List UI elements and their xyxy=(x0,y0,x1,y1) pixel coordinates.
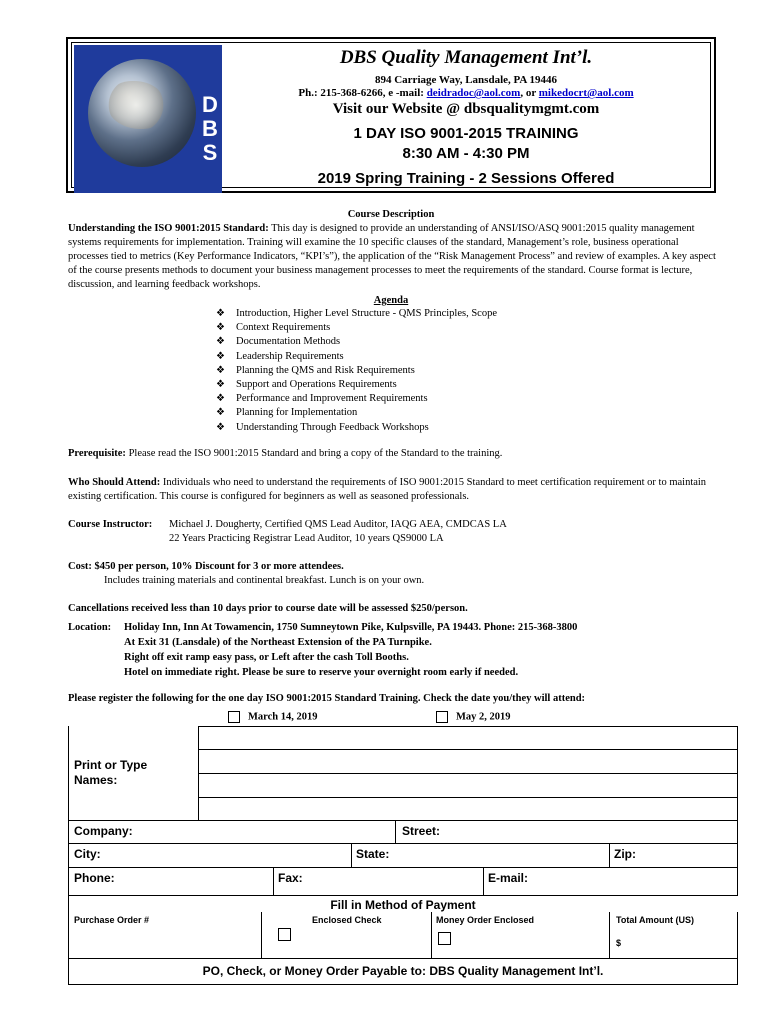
email-field[interactable] xyxy=(484,868,738,896)
name-input-4[interactable] xyxy=(199,798,738,821)
registration-form xyxy=(68,726,738,985)
purchase-order-field[interactable] xyxy=(68,912,262,958)
company-field[interactable] xyxy=(68,821,396,844)
agenda-item-text: Leadership Requirements xyxy=(236,350,344,362)
date-options xyxy=(228,711,708,727)
state-label: State: xyxy=(356,847,390,861)
agenda-item xyxy=(216,321,497,335)
diamond-bullet-icon: ❖ xyxy=(216,350,225,362)
agenda-item xyxy=(216,406,497,420)
agenda-item xyxy=(216,364,497,378)
agenda-item xyxy=(216,350,497,364)
date-label: March 14, 2019 xyxy=(248,711,318,723)
money-order-cell xyxy=(432,912,610,958)
diamond-bullet-icon: ❖ xyxy=(216,364,225,376)
location-line-1: Holiday Inn, Inn At Towamencin, 1750 Sumneytown Pike, Kulpsville, PA 19443. Phone: 215-368-3800 xyxy=(124,622,578,633)
diamond-bullet-icon: ❖ xyxy=(216,407,225,419)
names-label: Print or Type Names: xyxy=(74,758,148,787)
city-field[interactable] xyxy=(68,844,352,868)
agenda-item-text: Planning the QMS and Risk Requirements xyxy=(236,364,415,376)
location-line-3: Right off exit ramp easy pass, or Left after the cash Toll Booths. xyxy=(124,652,409,663)
agenda-title: Agenda xyxy=(373,295,409,306)
diamond-bullet-icon: ❖ xyxy=(216,322,225,334)
logo-letter: S xyxy=(202,140,218,165)
logo-letter: D xyxy=(202,92,218,117)
agenda-item-text: Introduction, Higher Level Structure - QMS Principles, Scope xyxy=(236,308,497,319)
who-should-attend xyxy=(68,476,720,504)
name-input-2[interactable] xyxy=(199,750,738,774)
enclosed-check-label: Enclosed Check xyxy=(312,915,382,925)
course-description-lead: Understanding the ISO 9001:2015 Standard: xyxy=(68,223,269,234)
agenda-item xyxy=(216,392,497,406)
training-title: 1 DAY ISO 9001-2015 TRAINING xyxy=(353,125,579,142)
payable-row xyxy=(68,958,738,985)
email-separator: , or xyxy=(520,87,539,99)
agenda-item-text: Context Requirements xyxy=(236,322,331,334)
diamond-bullet-icon: ❖ xyxy=(216,308,225,319)
checkbox-icon[interactable] xyxy=(228,711,240,723)
agenda-item-text: Support and Operations Requirements xyxy=(236,379,397,391)
course-description-text: This day is designed to provide an understanding of ANSI/ISO/ASQ 9001:2015 quality management systems requirements for implementation. Training will examine the 10 specific clauses of the standard, Management’s role, business operational processes tied to metrics (Key Performance Indicators, “KPI’s”), the application of the “Risk Management Process” and review of examples. A key aspect of the course presents methods to document your business management processes to meet the requirements of the standard. Course format is lecture, discussion, and learning feedback workshops. xyxy=(68,223,716,290)
instructor-line-2: 22 Years Practicing Registrar Lead Auditor, 10 years QS9000 LA xyxy=(169,533,444,544)
zip-label: Zip: xyxy=(614,847,636,861)
total-amount-label: Total Amount (US) xyxy=(616,915,694,925)
dollar-sign: $ xyxy=(616,938,622,948)
fax-field[interactable] xyxy=(274,868,484,896)
agenda-item-text: Performance and Improvement Requirements xyxy=(236,393,428,405)
date-option-march[interactable] xyxy=(228,711,318,723)
cancellation-policy: Cancellations received less than 10 days prior to course date will be assessed $250/person. xyxy=(68,603,468,614)
logo-letter: B xyxy=(202,116,218,141)
prerequisite-label: Prerequisite: xyxy=(68,448,126,459)
date-label: May 2, 2019 xyxy=(456,711,511,723)
cost-includes: Includes training materials and continental breakfast. Lunch is on your own. xyxy=(104,575,425,586)
logo-letters xyxy=(200,93,220,165)
diamond-bullet-icon: ❖ xyxy=(216,379,225,391)
sessions-line: 2019 Spring Training - 2 Sessions Offered xyxy=(317,170,615,187)
location-line-4: Hotel on immediate right. Please be sure to reserve your overnight room early if needed. xyxy=(124,667,519,678)
name-input-1[interactable] xyxy=(199,726,738,750)
who-should-attend-label: Who Should Attend: xyxy=(68,477,161,488)
city-label: City: xyxy=(74,847,101,861)
total-amount-field[interactable] xyxy=(610,912,738,958)
location-line-2: At Exit 31 (Lansdale) of the Northeast Extension of the PA Turnpike. xyxy=(124,637,432,648)
who-should-attend-text: Individuals who need to understand the requirements of ISO 9001:2015 Standard to meet certification requirement or to maintain existing certification. This course is configured for beginners as well as seasoned professionals. xyxy=(68,477,707,502)
instructor-label: Course Instructor: xyxy=(68,519,153,530)
fax-label: Fax: xyxy=(278,871,303,885)
agenda-item xyxy=(216,378,497,392)
date-option-may[interactable] xyxy=(436,711,511,723)
agenda-item xyxy=(216,421,497,435)
state-field[interactable] xyxy=(352,844,610,868)
agenda-item-text: Understanding Through Feedback Workshops xyxy=(236,421,429,433)
checkbox-icon[interactable] xyxy=(436,711,448,723)
enclosed-check-cell xyxy=(262,912,432,958)
prerequisite xyxy=(68,447,720,461)
purchase-order-label: Purchase Order # xyxy=(74,915,150,925)
agenda-item xyxy=(216,307,497,321)
letterhead-inner-border xyxy=(71,42,711,188)
agenda-item-text: Documentation Methods xyxy=(236,336,341,348)
company-address: 894 Carriage Way, Lansdale, PA 19446 xyxy=(374,74,557,86)
cost-line: Cost: $450 per person, 10% Discount for 3 or more attendees. xyxy=(68,561,344,572)
training-hours: 8:30 AM - 4:30 PM xyxy=(402,145,530,162)
zip-field[interactable] xyxy=(610,844,738,868)
email-link-1[interactable]: deidradoc@aol.com xyxy=(426,87,521,99)
agenda-list xyxy=(216,307,497,435)
payable-to-text: PO, Check, or Money Order Payable to: DBS Quality Management Int’l. xyxy=(202,964,604,978)
diamond-bullet-icon: ❖ xyxy=(216,393,225,405)
money-order-label: Money Order Enclosed xyxy=(436,915,535,925)
website-line: Visit our Website @ dbsqualitymgmt.com xyxy=(332,101,600,117)
location xyxy=(68,621,720,678)
email-link-2[interactable]: mikedocrt@aol.com xyxy=(538,87,634,99)
enclosed-check-checkbox[interactable] xyxy=(278,928,291,941)
registration-instructions: Please register the following for the one day ISO 9001:2015 Standard Training. Check the date you/they will attend: xyxy=(68,693,586,704)
money-order-checkbox[interactable] xyxy=(438,932,451,945)
company-label: Company: xyxy=(74,824,133,838)
instructor-line-1: Michael J. Dougherty, Certified QMS Lead Auditor, IAQG AEA, CMDCAS LA xyxy=(169,519,507,530)
location-label: Location: xyxy=(68,622,112,633)
diamond-bullet-icon: ❖ xyxy=(216,336,225,348)
company-name: DBS Quality Management Int’l. xyxy=(339,47,593,68)
phone-field[interactable] xyxy=(68,868,274,896)
globe-icon xyxy=(88,59,196,167)
diamond-bullet-icon: ❖ xyxy=(216,421,225,433)
name-input-3[interactable] xyxy=(199,774,738,798)
course-instructor xyxy=(68,518,720,544)
letterhead xyxy=(66,37,716,193)
names-label-cell xyxy=(68,726,199,821)
phone-label: Phone: xyxy=(74,871,115,885)
email-label: E-mail: xyxy=(488,871,529,885)
agenda-item xyxy=(216,335,497,349)
course-description-title: Course Description xyxy=(347,209,435,220)
street-field[interactable] xyxy=(396,821,738,844)
contact-line xyxy=(222,87,710,99)
prerequisite-text: Please read the ISO 9001:2015 Standard and bring a copy of the Standard to the training. xyxy=(125,448,503,459)
dbs-logo xyxy=(74,45,222,193)
course-description xyxy=(68,222,720,292)
agenda-item-text: Planning for Implementation xyxy=(236,407,358,419)
phone-text: Ph.: 215-368-6266, e -mail: xyxy=(298,87,427,99)
street-label: Street: xyxy=(402,824,441,838)
payment-title: Fill in Method of Payment xyxy=(330,898,476,912)
